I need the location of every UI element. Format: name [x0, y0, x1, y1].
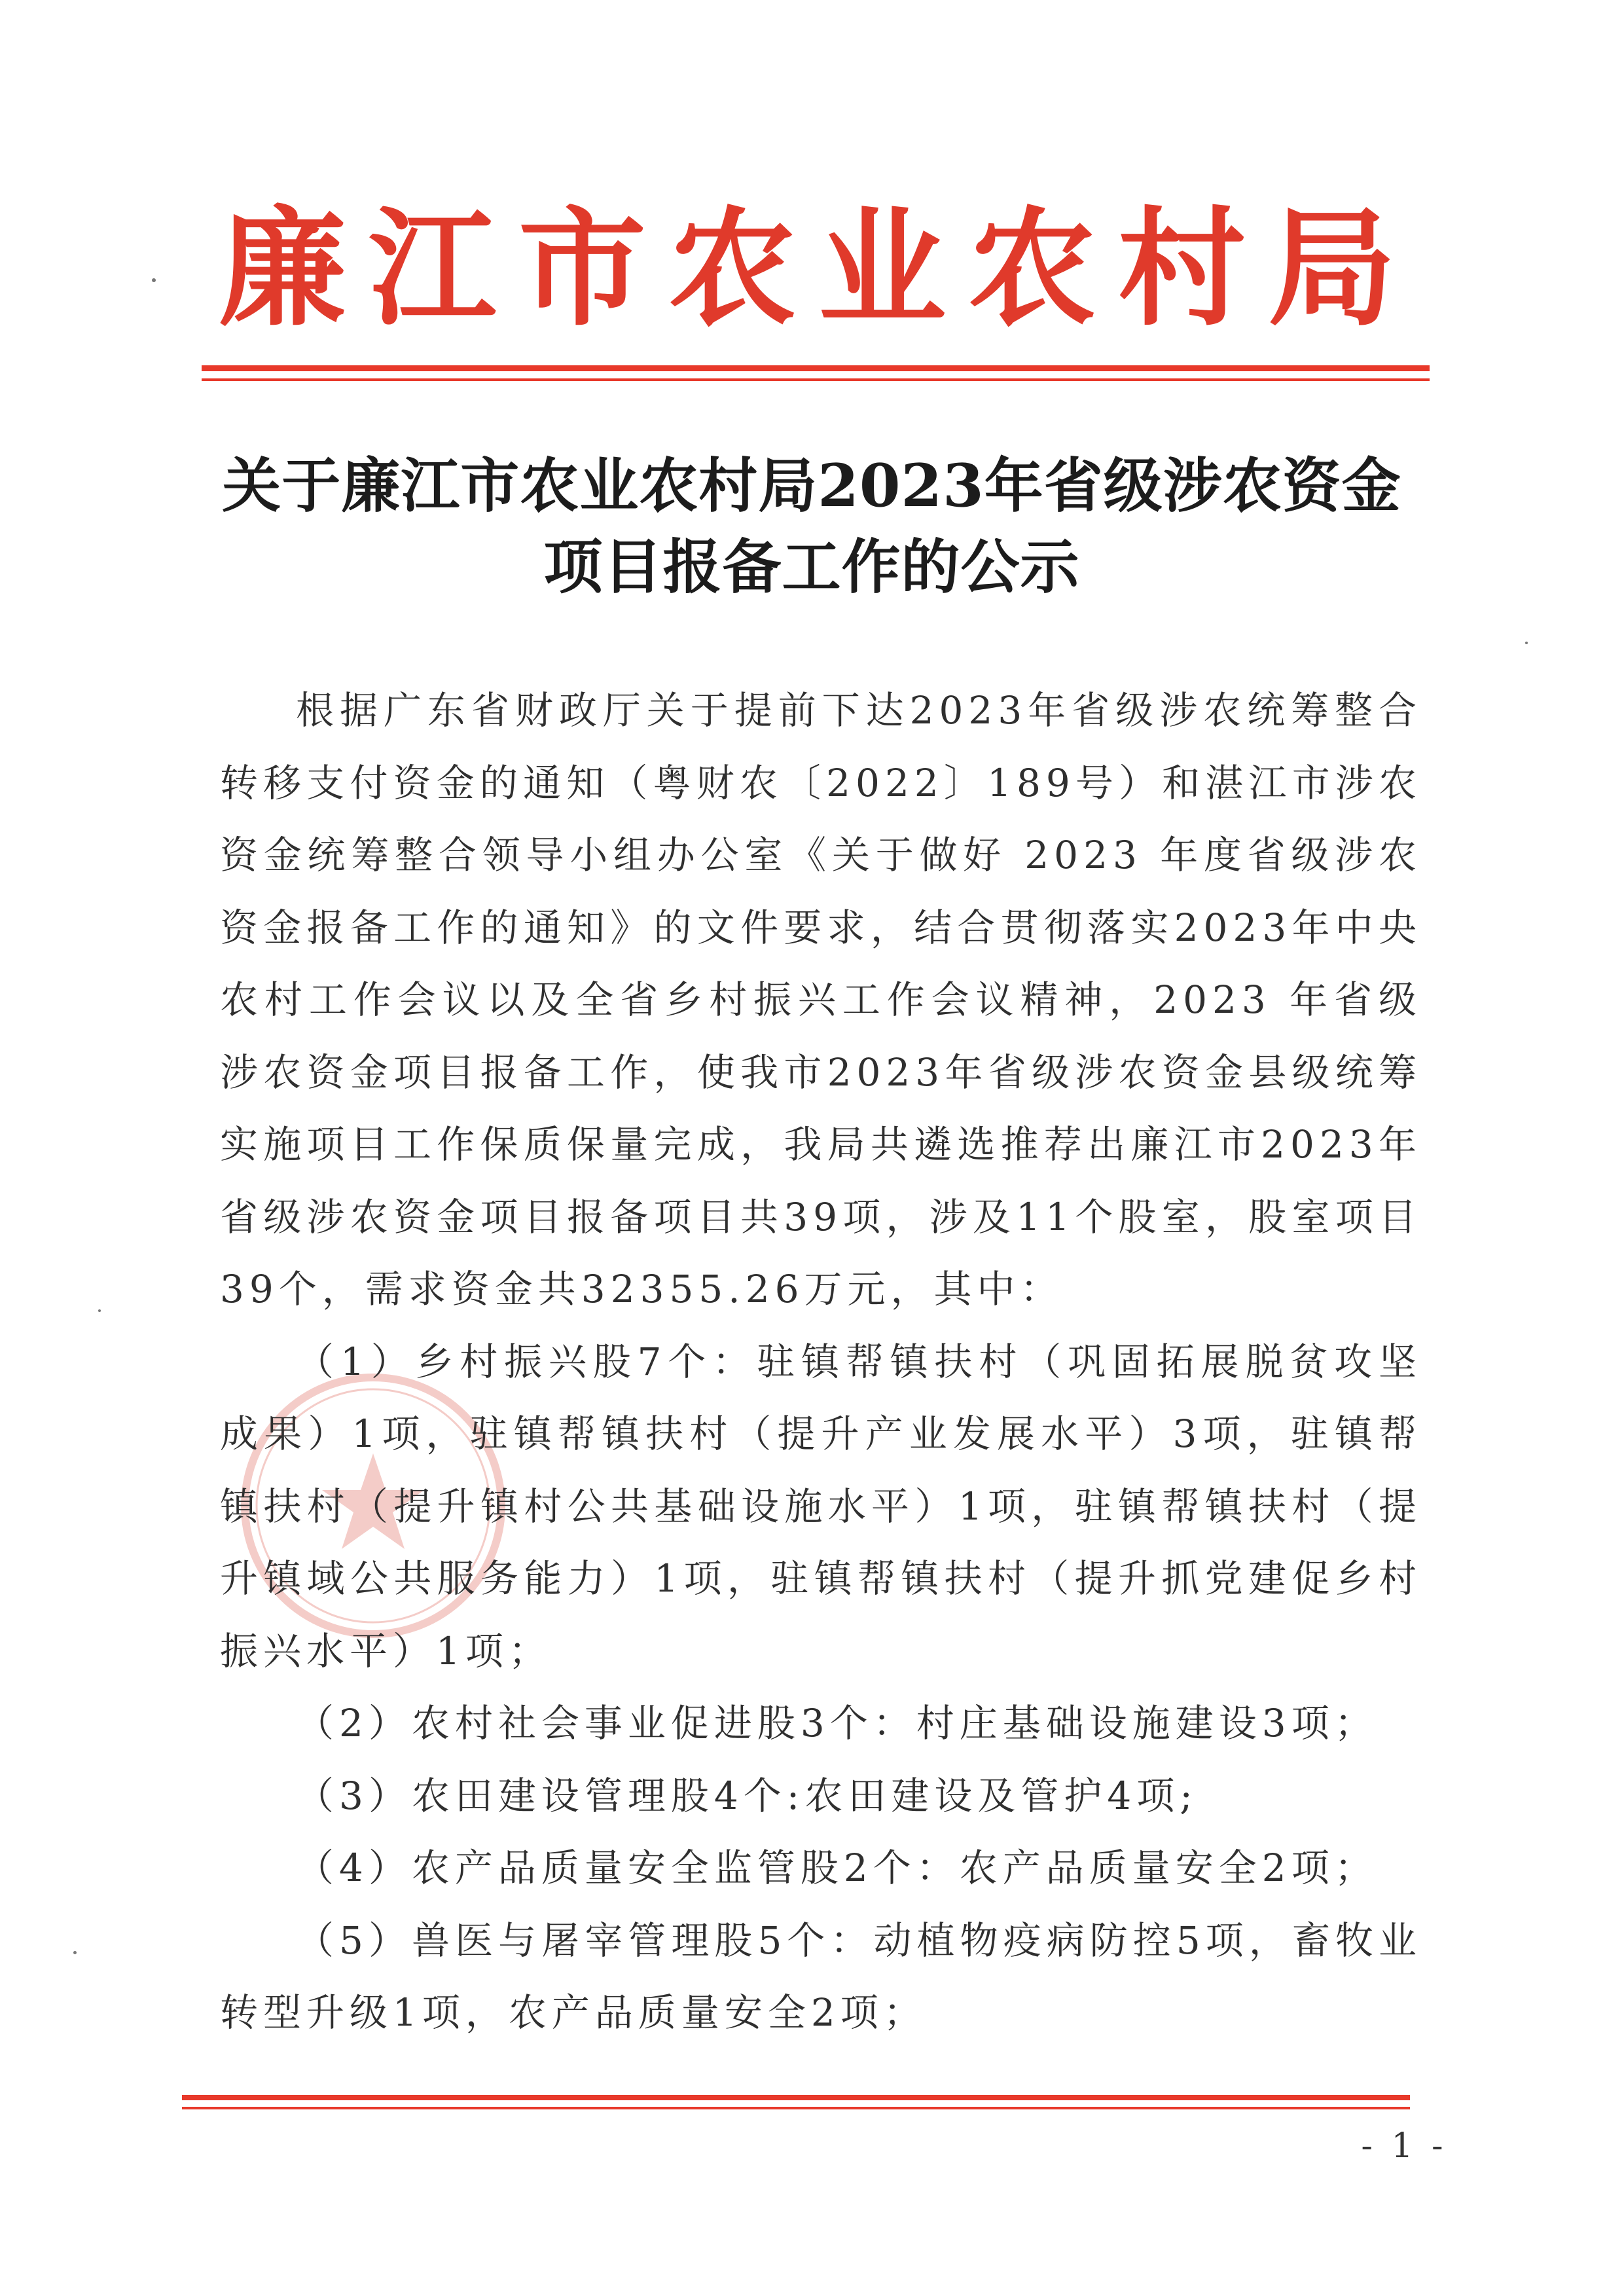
footer-rule-thick: [182, 2095, 1410, 2100]
scan-speck: [152, 278, 156, 282]
document-title-line-2: 项目报备工作的公示: [543, 532, 1080, 602]
scan-speck: [73, 1951, 77, 1954]
body-paragraph-item-4: （4）农产品质量安全监管股2个：农产品质量安全2项；: [296, 1846, 1378, 1890]
document-body: [220, 674, 1422, 2049]
document-title: [196, 445, 1427, 608]
body-paragraph-item-3: （3）农田建设管理股4个:农田建设及管护4项;: [296, 1773, 1198, 1818]
scan-speck: [1525, 642, 1528, 644]
header-rule-thin: [202, 378, 1430, 381]
scan-speck: [98, 1309, 101, 1312]
footer-rule-thin: [182, 2107, 1410, 2109]
page-number: - 1 -: [1361, 2126, 1447, 2166]
document-title-line-1: 关于廉江市农业农村局2023年省级涉农资金: [222, 451, 1401, 520]
header-rule-thick: [202, 365, 1430, 371]
body-paragraph-item-5: （5）兽医与屠宰管理股5个：动植物疫病防控5项，畜牧业转型升级1项，农产品质量安全2项；: [220, 1918, 1422, 2035]
organization-masthead: 廉江市农业农村局: [219, 193, 1418, 343]
body-paragraph-item-1: （1）乡村振兴股7个：驻镇帮镇扶村（巩固拓展脱贫攻坚成果）1项，驻镇帮镇扶村（提升产业发展水平）3项，驻镇帮镇扶村（提升镇村公共基础设施水平）1项，驻镇帮镇扶村（提升镇域公共服务能力）1项，驻镇帮镇扶村（提升抓党建促乡村振兴水平）1项；: [220, 1339, 1422, 1673]
body-paragraph-item-2: （2）农村社会事业促进股3个：村庄基础设施建设3项；: [296, 1701, 1378, 1745]
body-paragraph-intro: 根据广东省财政厅关于提前下达2023年省级涉农统筹整合转移支付资金的通知（粤财农〔2022〕189号）和湛江市涉农资金统筹整合领导小组办公室《关于做好 2023 年度省级涉农资金报备工作的通知》的文件要求，结合贯彻落实2023年中央农村工作会议以及全省乡村振兴工作会议精神，2023 年省级涉农资金项目报备工作，使我市2023年省级涉农资金县级统筹实施项目工作保质保量完成，我局共遴选推荐出廉江市2023年省级涉农资金项目报备项目共39项，涉及11个股室，股室项目39个，需求资金共32355.26万元，其中：: [220, 688, 1422, 1311]
